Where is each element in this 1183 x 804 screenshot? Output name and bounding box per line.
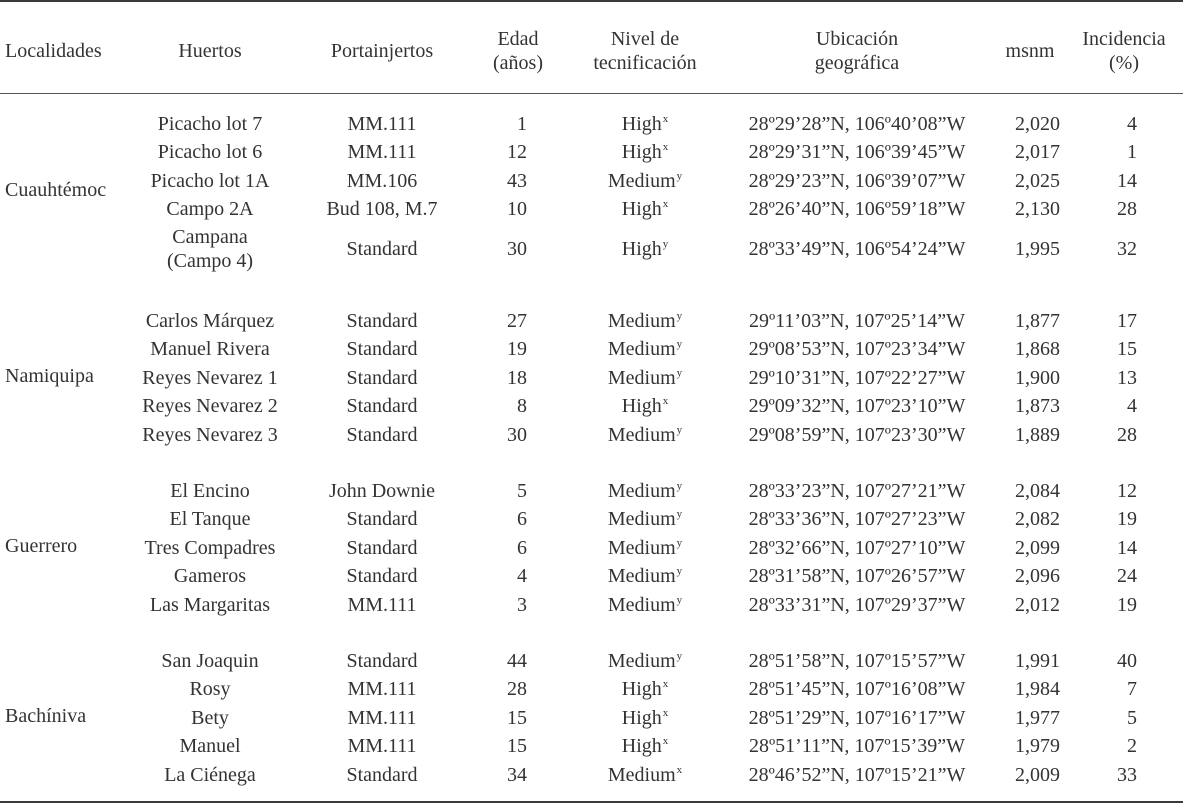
table-row	[0, 110, 1183, 138]
locality-label: Namiquipa	[5, 365, 94, 387]
msnm-cell: 1,991	[1015, 650, 1060, 672]
rootstock-cell: Standard	[346, 508, 418, 531]
msnm-cell: 1,995	[1015, 237, 1060, 260]
orchard-cell: Reyes Nevarez 2	[142, 395, 278, 418]
age-cell: 27	[507, 310, 527, 332]
msnm-cell: 2,096	[1015, 565, 1060, 588]
age-cell: 5	[517, 480, 527, 502]
location-cell: 29º08’59”N, 107º23’30”W	[748, 423, 966, 446]
tech-level-cell	[578, 195, 712, 226]
location-cell: 28º29’28”N, 106º40’08”W	[748, 113, 966, 135]
table-row	[0, 704, 1183, 732]
incidence-cell: 13	[1117, 366, 1137, 389]
table-row	[0, 335, 1183, 363]
location-cell: 29º10’31”N, 107º22’27”W	[748, 366, 966, 389]
table-row	[0, 307, 1183, 335]
rootstock-cell: MM.111	[347, 593, 417, 616]
tech-level-footnote-mark: y	[676, 169, 683, 182]
tech-level-footnote-mark: y	[676, 310, 683, 322]
tech-level-cell	[578, 335, 712, 366]
rootstock-cell: Standard	[346, 338, 418, 361]
header-huertos: Huertos	[178, 40, 242, 62]
orchard-cell: Picacho lot 1A	[150, 169, 270, 192]
header-edad: Edad (años)	[493, 28, 543, 74]
location-cell: 28º29’23”N, 106º39’07”W	[748, 169, 966, 192]
age-cell: 10	[507, 198, 527, 221]
location-cell: 28º51’29”N, 107º16’17”W	[748, 706, 966, 729]
rootstock-cell: Standard	[346, 565, 418, 588]
msnm-cell: 2,082	[1015, 508, 1060, 531]
tech-level-label: Medium	[607, 508, 676, 531]
tech-level-cell	[578, 761, 712, 792]
incidence-cell: 4	[1127, 113, 1137, 135]
tech-level-cell	[578, 505, 712, 536]
age-cell: 6	[517, 508, 527, 531]
header-localidades: Localidades	[5, 40, 102, 62]
age-cell: 43	[507, 169, 527, 192]
incidence-cell: 12	[1117, 480, 1137, 502]
incidence-cell: 17	[1117, 310, 1137, 332]
tech-level-label: Medium	[607, 169, 676, 192]
header-nivel: Nivel de tecnificación	[593, 28, 697, 74]
tech-level-cell	[578, 477, 712, 508]
tech-level-cell	[578, 138, 712, 169]
location-cell: 28º33’49”N, 106º54’24”W	[748, 237, 966, 260]
table-row	[0, 421, 1183, 449]
rootstock-cell: Standard	[346, 536, 418, 559]
tech-level-footnote-mark: y	[676, 593, 683, 606]
tech-level-footnote-mark: x	[662, 395, 669, 408]
orchard-cell: Picacho lot 6	[157, 141, 263, 164]
tech-level-footnote-mark: x	[662, 141, 669, 154]
tech-level-label: Medium	[607, 593, 676, 616]
locality-label: Cuauhtémoc	[5, 178, 107, 201]
tech-level-footnote-mark: y	[676, 423, 683, 436]
orchard-cell: Reyes Nevarez 3	[142, 423, 278, 446]
orchard-cell: Tres Compadres	[144, 536, 276, 559]
age-cell: 8	[517, 395, 527, 418]
msnm-cell: 2,099	[1015, 536, 1060, 559]
msnm-cell: 1,900	[1015, 366, 1060, 389]
msnm-cell: 1,868	[1015, 338, 1060, 361]
table-row	[0, 562, 1183, 590]
age-cell: 6	[517, 536, 527, 559]
rootstock-cell: Standard	[346, 310, 418, 332]
table-top-rule	[0, 0, 1183, 2]
incidence-cell: 2	[1127, 735, 1137, 758]
tech-level-label: Medium	[607, 423, 676, 446]
tech-level-label: Medium	[607, 338, 676, 361]
orchard-cell: El Tanque	[169, 508, 251, 531]
tech-level-label: High	[621, 198, 662, 221]
rootstock-cell: MM.111	[347, 706, 417, 729]
tech-level-label: High	[621, 141, 662, 164]
incidence-cell: 5	[1127, 706, 1137, 729]
incidence-cell: 1	[1127, 141, 1137, 164]
tech-level-cell	[578, 647, 712, 678]
table-row	[0, 505, 1183, 533]
tech-level-cell	[578, 732, 712, 763]
tech-level-cell	[578, 167, 712, 198]
header-msnm: msnm	[1005, 40, 1055, 62]
tech-level-footnote-mark: x	[662, 678, 669, 691]
incidence-cell: 28	[1117, 423, 1137, 446]
table-row	[0, 534, 1183, 562]
tech-level-footnote-mark: x	[662, 113, 669, 125]
tech-level-label: Medium	[607, 650, 676, 672]
msnm-cell: 2,130	[1015, 198, 1060, 221]
location-cell: 28º32’66”N, 107º27’10”W	[748, 536, 966, 559]
tech-level-label: Medium	[607, 480, 676, 502]
msnm-cell: 1,889	[1015, 423, 1060, 446]
incidence-cell: 40	[1117, 650, 1137, 672]
rootstock-cell: MM.111	[347, 141, 417, 164]
tech-level-label: High	[621, 237, 662, 260]
orchard-cell: Gameros	[173, 565, 247, 588]
rootstock-cell: Standard	[346, 395, 418, 418]
orchard-cell: Bety	[191, 706, 229, 729]
tech-level-cell	[578, 675, 712, 706]
tech-level-label: High	[621, 706, 662, 729]
table-row	[0, 392, 1183, 420]
header-incidencia: Incidencia (%)	[1082, 28, 1166, 74]
age-cell: 18	[507, 366, 527, 389]
msnm-cell: 2,020	[1015, 113, 1060, 135]
tech-level-label: Medium	[607, 536, 676, 559]
age-cell: 34	[507, 763, 527, 786]
orchard-cell: La Ciénega	[164, 763, 256, 786]
age-cell: 1	[517, 113, 527, 135]
incidence-cell: 7	[1127, 678, 1137, 701]
tech-level-cell	[578, 562, 712, 593]
tech-level-label: High	[621, 735, 662, 758]
age-cell: 44	[507, 650, 527, 672]
location-cell: 28º51’45”N, 107º16’08”W	[748, 678, 966, 701]
location-cell: 28º46’52”N, 107º15’21”W	[748, 763, 966, 786]
incidence-cell: 14	[1117, 536, 1137, 559]
header-ubicacion: Ubicación geográfica	[814, 28, 900, 74]
tech-level-label: Medium	[607, 366, 676, 389]
tech-level-footnote-mark: x	[676, 763, 683, 776]
incidence-cell: 24	[1117, 565, 1137, 588]
tech-level-cell	[578, 110, 712, 141]
msnm-cell: 1,984	[1015, 678, 1060, 701]
location-cell: 29º09’32”N, 107º23’10”W	[748, 395, 966, 418]
rootstock-cell: Standard	[346, 423, 418, 446]
tech-level-label: Medium	[607, 763, 676, 786]
tech-level-cell	[578, 534, 712, 565]
incidence-cell: 19	[1117, 593, 1137, 616]
tech-level-footnote-mark: y	[676, 650, 683, 662]
tech-level-cell	[578, 421, 712, 452]
location-cell: 28º26’40”N, 106º59’18”W	[748, 198, 966, 221]
rootstock-cell: Standard	[346, 650, 418, 672]
age-cell: 4	[517, 565, 527, 588]
table-row	[0, 477, 1183, 505]
age-cell: 15	[507, 735, 527, 758]
tech-level-footnote-mark: x	[662, 198, 669, 211]
tech-level-footnote-mark: y	[676, 480, 683, 492]
location-cell: 28º33’23”N, 107º27’21”W	[748, 480, 966, 502]
table-row	[0, 195, 1183, 223]
orchard-cell: Las Margaritas	[149, 593, 271, 616]
age-cell: 12	[507, 141, 527, 164]
msnm-cell: 2,017	[1015, 141, 1060, 164]
msnm-cell: 2,084	[1015, 480, 1060, 502]
orchard-cell: Reyes Nevarez 1	[142, 366, 278, 389]
orchard-cell: Campana (Campo 4)	[166, 225, 254, 272]
rootstock-cell: MM.111	[347, 735, 417, 758]
location-cell: 28º33’36”N, 107º27’23”W	[748, 508, 966, 531]
locality-label: Bachíniva	[5, 705, 87, 727]
incidence-cell: 33	[1117, 763, 1137, 786]
rootstock-cell: Bud 108, M.7	[326, 198, 438, 221]
tech-level-cell	[578, 224, 712, 277]
table-row	[0, 591, 1183, 619]
tech-level-footnote-mark: x	[662, 706, 669, 719]
rootstock-cell: MM.111	[347, 113, 417, 135]
tech-level-cell	[578, 364, 712, 395]
age-cell: 19	[507, 338, 527, 361]
location-cell: 28º29’31”N, 106º39’45”W	[748, 141, 966, 164]
table-row	[0, 167, 1183, 195]
tech-level-footnote-mark: y	[676, 536, 683, 549]
table-row	[0, 732, 1183, 760]
tech-level-cell	[578, 307, 712, 338]
table-bottom-rule	[0, 801, 1183, 803]
incidence-cell: 28	[1117, 198, 1137, 221]
table-row	[0, 647, 1183, 675]
locality-label: Guerrero	[5, 535, 78, 557]
tech-level-label: Medium	[607, 565, 676, 588]
tech-level-cell	[578, 704, 712, 735]
age-cell: 30	[507, 237, 527, 260]
incidence-cell: 4	[1127, 395, 1137, 418]
msnm-cell: 2,009	[1015, 763, 1060, 786]
table-row	[0, 224, 1183, 274]
msnm-cell: 1,873	[1015, 395, 1060, 418]
orchard-cell: Campo 2A	[166, 198, 254, 221]
age-cell: 28	[507, 678, 527, 701]
location-cell: 29º11’03”N, 107º25’14”W	[748, 310, 966, 332]
msnm-cell: 1,977	[1015, 706, 1060, 729]
orchard-cell: Carlos Márquez	[145, 310, 275, 332]
tech-level-label: Medium	[607, 310, 676, 332]
orchard-cell: Manuel Rivera	[150, 338, 270, 361]
orchard-cell: Manuel	[179, 735, 241, 758]
orchard-cell: Picacho lot 7	[157, 113, 263, 135]
tech-level-footnote-mark: y	[676, 508, 683, 521]
tech-level-cell	[578, 591, 712, 622]
incidence-cell: 19	[1117, 508, 1137, 531]
table-row	[0, 761, 1183, 789]
tech-level-label: High	[621, 113, 662, 135]
table-row	[0, 138, 1183, 166]
rootstock-cell: MM.106	[346, 169, 418, 192]
incidence-cell: 14	[1117, 169, 1137, 192]
location-cell: 28º51’11”N, 107º15’39”W	[748, 735, 966, 758]
msnm-cell: 1,979	[1015, 735, 1060, 758]
rootstock-cell: John Downie	[328, 480, 436, 502]
tech-level-label: High	[621, 395, 662, 418]
orchard-cell: San Joaquin	[161, 650, 259, 672]
msnm-cell: 2,012	[1015, 593, 1060, 616]
header-portainjertos: Portainjertos	[330, 40, 434, 62]
tech-level-label: High	[621, 678, 662, 701]
rootstock-cell: MM.111	[347, 678, 417, 701]
tech-level-footnote-mark: x	[662, 735, 669, 748]
incidence-cell: 32	[1117, 237, 1137, 260]
age-cell: 3	[517, 593, 527, 616]
rootstock-cell: Standard	[346, 237, 418, 260]
location-cell: 29º08’53”N, 107º23’34”W	[748, 338, 966, 361]
location-cell: 28º33’31”N, 107º29’37”W	[748, 593, 966, 616]
table-row	[0, 364, 1183, 392]
orchard-cell: El Encino	[170, 480, 250, 502]
location-cell: 28º51’58”N, 107º15’57”W	[748, 650, 966, 672]
incidence-cell: 15	[1117, 338, 1137, 361]
age-cell: 15	[507, 706, 527, 729]
table-row	[0, 675, 1183, 703]
tech-level-footnote-mark: y	[676, 565, 683, 578]
table-header-rule	[0, 93, 1183, 94]
location-cell: 28º31’58”N, 107º26’57”W	[748, 565, 966, 588]
rootstock-cell: Standard	[346, 366, 418, 389]
tech-level-footnote-mark: y	[662, 237, 669, 250]
msnm-cell: 2,025	[1015, 169, 1060, 192]
age-cell: 30	[507, 423, 527, 446]
rootstock-cell: Standard	[346, 763, 418, 786]
tech-level-cell	[578, 392, 712, 423]
tech-level-footnote-mark: y	[676, 338, 683, 351]
msnm-cell: 1,877	[1015, 310, 1060, 332]
tech-level-footnote-mark: y	[676, 366, 683, 379]
orchard-cell: Rosy	[189, 678, 231, 701]
